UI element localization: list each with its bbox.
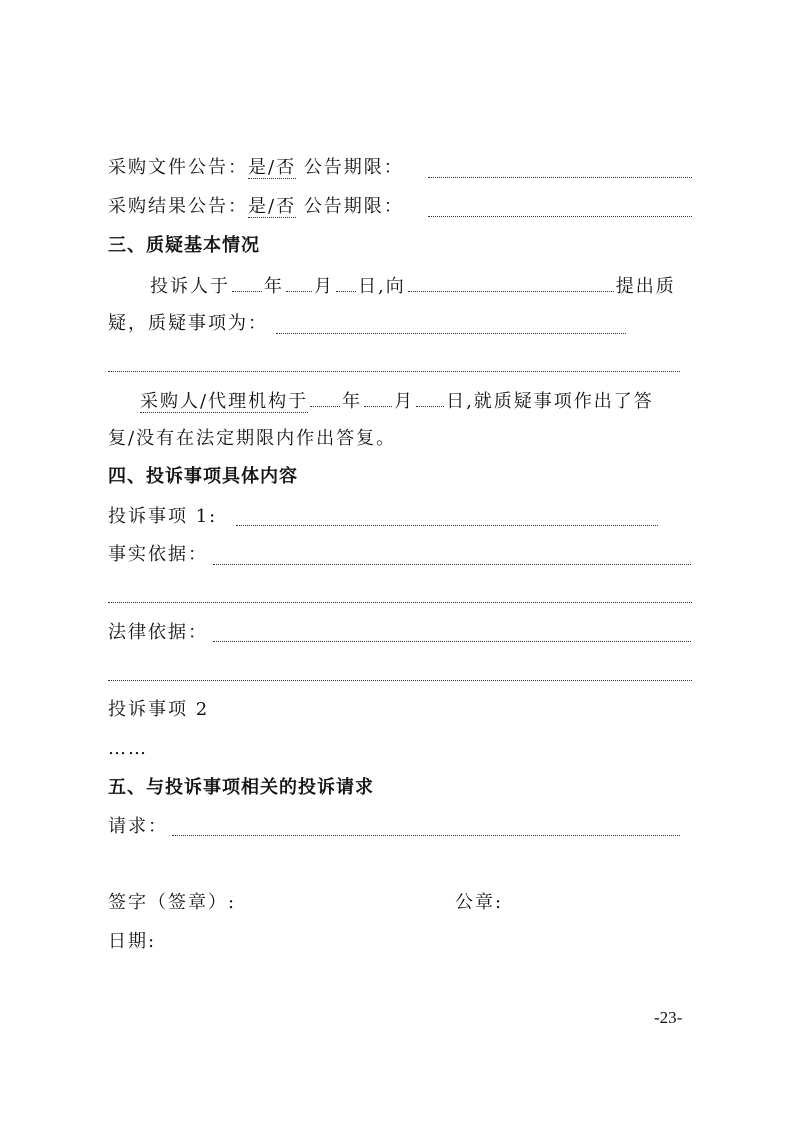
- section4-title: 四、投诉事项具体内容: [108, 466, 298, 487]
- notice-period-label: 公告期限：: [303, 196, 404, 217]
- complainant-line: [150, 273, 676, 299]
- purchaser-prefix: 采购人/代理机构于: [140, 391, 309, 412]
- recipient-blank[interactable]: [408, 273, 614, 292]
- question-items-label: 疑，质疑事项为：: [108, 313, 268, 334]
- year2-label: 年: [342, 391, 363, 412]
- legal-basis-blank-2[interactable]: [108, 680, 692, 681]
- fact-basis-label: 事实依据：: [108, 544, 208, 565]
- request-blank[interactable]: [172, 835, 680, 836]
- year-label: 年: [264, 276, 284, 297]
- question-items-blank-2[interactable]: [108, 371, 680, 372]
- result-period-blank[interactable]: [428, 216, 692, 217]
- yes-no-option[interactable]: 是/否: [248, 157, 297, 178]
- seal-label: 公章:: [455, 892, 504, 913]
- reply-line: 复/没有在法定期限内作出答复。: [108, 428, 397, 449]
- page-number: -23-: [654, 1008, 683, 1027]
- file-notice-line: [108, 156, 404, 180]
- day2-suffix: 日,就质疑事项作出了答: [446, 391, 654, 412]
- legal-basis-blank[interactable]: [213, 641, 691, 642]
- fact-basis-blank-2[interactable]: [108, 602, 692, 603]
- result-notice-label: 采购结果公告：: [108, 196, 248, 217]
- purchaser-line: [140, 388, 654, 414]
- question-items-blank[interactable]: [276, 333, 626, 334]
- notice-period-blank[interactable]: [428, 177, 692, 178]
- ellipsis: ……: [108, 738, 148, 759]
- legal-basis-label: 法律依据：: [108, 622, 208, 643]
- section3-title: 三、质疑基本情况: [108, 235, 260, 256]
- section5-title: 五、与投诉事项相关的投诉请求: [108, 777, 374, 798]
- day-to-label: 日,向: [358, 276, 406, 297]
- yes-no-option[interactable]: 是/否: [248, 196, 297, 217]
- file-notice-label: 采购文件公告：: [108, 157, 248, 178]
- complainant-prefix: 投诉人于: [150, 276, 230, 297]
- fact-basis-blank[interactable]: [213, 564, 691, 565]
- notice-period-label: 公告期限：: [303, 157, 404, 178]
- complaint-item1-label: 投诉事项 1:: [108, 506, 218, 527]
- day-blank[interactable]: [336, 273, 356, 292]
- year2-blank[interactable]: [310, 388, 340, 407]
- complaint-item2-label: 投诉事项 2: [108, 699, 210, 720]
- month-label: 月: [314, 276, 334, 297]
- day2-blank[interactable]: [416, 388, 444, 407]
- signature-label: 签字（签章）:: [108, 892, 237, 913]
- request-label: 请求：: [108, 816, 168, 837]
- raise-question-label: 提出质: [615, 276, 676, 297]
- month-blank[interactable]: [286, 273, 312, 292]
- result-notice-line: [108, 195, 404, 219]
- month2-label: 月: [394, 391, 415, 412]
- year-blank[interactable]: [232, 273, 262, 292]
- question-items-line: [108, 312, 268, 336]
- date-label: 日期:: [108, 931, 157, 952]
- month2-blank[interactable]: [364, 388, 392, 407]
- complaint-item1-blank[interactable]: [236, 525, 658, 526]
